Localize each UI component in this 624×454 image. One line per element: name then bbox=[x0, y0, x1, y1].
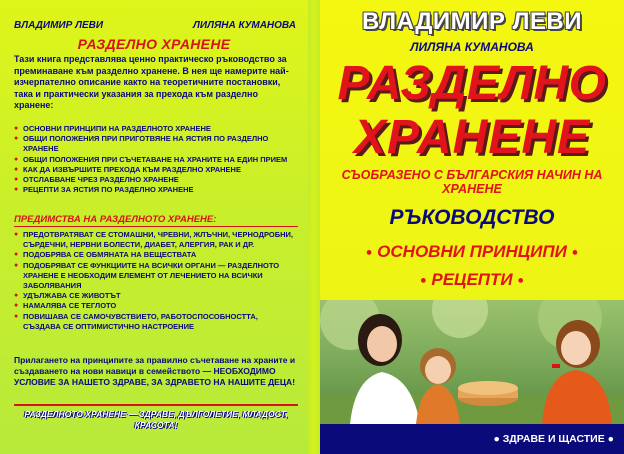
back-author-2: ЛИЛЯНА КУМАНОВА bbox=[193, 20, 296, 31]
advantages-title: ПРЕДИМСТВА НА РАЗДЕЛНОТО ХРАНЕНЕ: bbox=[14, 214, 298, 227]
back-title: РАЗДЕЛНО ХРАНЕНЕ bbox=[77, 36, 231, 52]
front-title-line-1: РАЗДЕЛНО bbox=[337, 57, 607, 110]
family-photo bbox=[320, 300, 624, 424]
front-footer-text bbox=[320, 424, 624, 454]
front-author-2: ЛИЛЯНА КУМАНОВА bbox=[410, 40, 534, 54]
list-item: ● УДЪЛЖАВА СЕ ЖИВОТЪТ bbox=[14, 291, 296, 301]
divider bbox=[14, 404, 298, 406]
footer-label: ЗДРАВЕ И ЩАСТИЕ bbox=[502, 433, 605, 445]
front-subtitle: СЪОБРАЗЕНО С БЪЛГАРСКИЯ НАЧИН НА ХРАНЕНЕ bbox=[341, 168, 603, 196]
back-author-1: ВЛАДИМИР ЛЕВИ bbox=[14, 20, 104, 31]
back-authors bbox=[14, 20, 296, 34]
principles-label: ОСНОВНИ ПРИНЦИПИ bbox=[377, 242, 567, 261]
family-illustration bbox=[320, 300, 624, 424]
bullet-icon: ● bbox=[493, 433, 503, 445]
bullet-icon: ● bbox=[517, 274, 525, 287]
front-footer-bar bbox=[320, 424, 624, 454]
front-cover bbox=[320, 0, 624, 454]
list-item: ● ОСНОВНИ ПРИНЦИПИ НА РАЗДЕЛНОТО ХРАНЕНЕ bbox=[14, 124, 294, 134]
spine bbox=[308, 0, 320, 454]
front-line-recipes bbox=[320, 269, 624, 292]
list-item: ● ПОВИШАВА СЕ САМОЧУВСТВИЕТО, РАБОТОСПОСОБНОСТТА, СЪЗДАВА СЕ ОПТИМИСТИЧНО НАСТРОЕНИЕ bbox=[14, 312, 296, 332]
bullet-icon: ● bbox=[365, 246, 373, 259]
list-item: ● ОБЩИ ПОЛОЖЕНИЯ ПРИ СЪЧЕТАВАНЕ НА ХРАНИТЕ НА ЕДИН ПРИЕМ bbox=[14, 155, 294, 165]
list-item: ● НАМАЛЯВА СЕ ТЕГЛОТО bbox=[14, 301, 296, 311]
list-item: ● ОТСЛАБВАНЕ ЧРЕЗ РАЗДЕЛНО ХРАНЕНЕ bbox=[14, 175, 294, 185]
list-item: ● КАК ДА ИЗВЪРШИТЕ ПРЕХОДА КЪМ РАЗДЕЛНО ХРАНЕНЕ bbox=[14, 165, 294, 175]
recipes-label: РЕЦЕПТИ bbox=[431, 270, 513, 289]
front-guide-label: РЪКОВОДСТВО bbox=[389, 206, 555, 229]
front-title-line-2: ХРАНЕНЕ bbox=[353, 111, 591, 164]
list-item: ● ПОДОБРЯВАТ СЕ ФУНКЦИИТЕ НА ВСИЧКИ ОРГАНИ — РАЗДЕЛНОТО ХРАНЕНЕ Е НЕОБХОДИМ ЕЛЕМЕНТ ОТ ЛЕЧЕНИЕТО НА ВСИЧКИ ЗАБОЛЯВАНИЯ bbox=[14, 261, 296, 292]
contents-list bbox=[14, 124, 294, 195]
list-item: ● ОБЩИ ПОЛОЖЕНИЯ ПРИ ПРИГОТВЯНЕ НА ЯСТИЯ ПО РАЗДЕЛНО ХРАНЕНЕ bbox=[14, 134, 294, 154]
slogan: РАЗДЕЛНОТО ХРАНЕНЕ — ЗДРАВЕ, ДЪЛГОЛЕТИЕ, МЛАДОСТ, КРАСОТА! bbox=[24, 409, 288, 430]
bullet-icon: ● bbox=[604, 433, 614, 445]
back-intro: Тази книга представлява ценно практическо ръководство за преминаване към разделно хранене. В нея ще намерите най-изчерпателно описание както на теоретичните постановки, така и практически указания за прехода към разделно хранене: bbox=[14, 54, 289, 110]
bullet-icon: ● bbox=[571, 246, 579, 259]
back-cover bbox=[0, 0, 308, 454]
front-author-1: ВЛАДИМИР ЛЕВИ bbox=[362, 8, 582, 35]
advantages-list bbox=[14, 230, 296, 332]
closing-paragraph: Прилагането на принципите за правилно съчетаване на храните и създаването на нови навици в семейството — НЕОБХОДИМО УСЛОВИЕ ЗА НАШЕТО ЗДРАВЕ, ЗА ЗДРАВЕТО НА НАШИТЕ ДЕЦА! bbox=[14, 355, 296, 388]
front-line-principles bbox=[320, 241, 624, 264]
bullet-icon: ● bbox=[419, 274, 427, 287]
list-item: ● ПРЕДОТВРАТЯВАТ СЕ СТОМАШНИ, ЧРЕВНИ, ЖЛЪЧНИ, ЧЕРНОДРОБНИ, СЪРДЕЧНИ, НЕРВНИ БОЛЕСТИ, ДИАБЕТ, АЛЕРГИЯ, РАК И ДР. bbox=[14, 230, 296, 250]
list-item: ● РЕЦЕПТИ ЗА ЯСТИЯ ПО РАЗДЕЛНО ХРАНЕНЕ bbox=[14, 185, 294, 195]
list-item: ● ПОДОБРЯВА СЕ ОБМЯНАТА НА ВЕЩЕСТВАТА bbox=[14, 250, 296, 260]
